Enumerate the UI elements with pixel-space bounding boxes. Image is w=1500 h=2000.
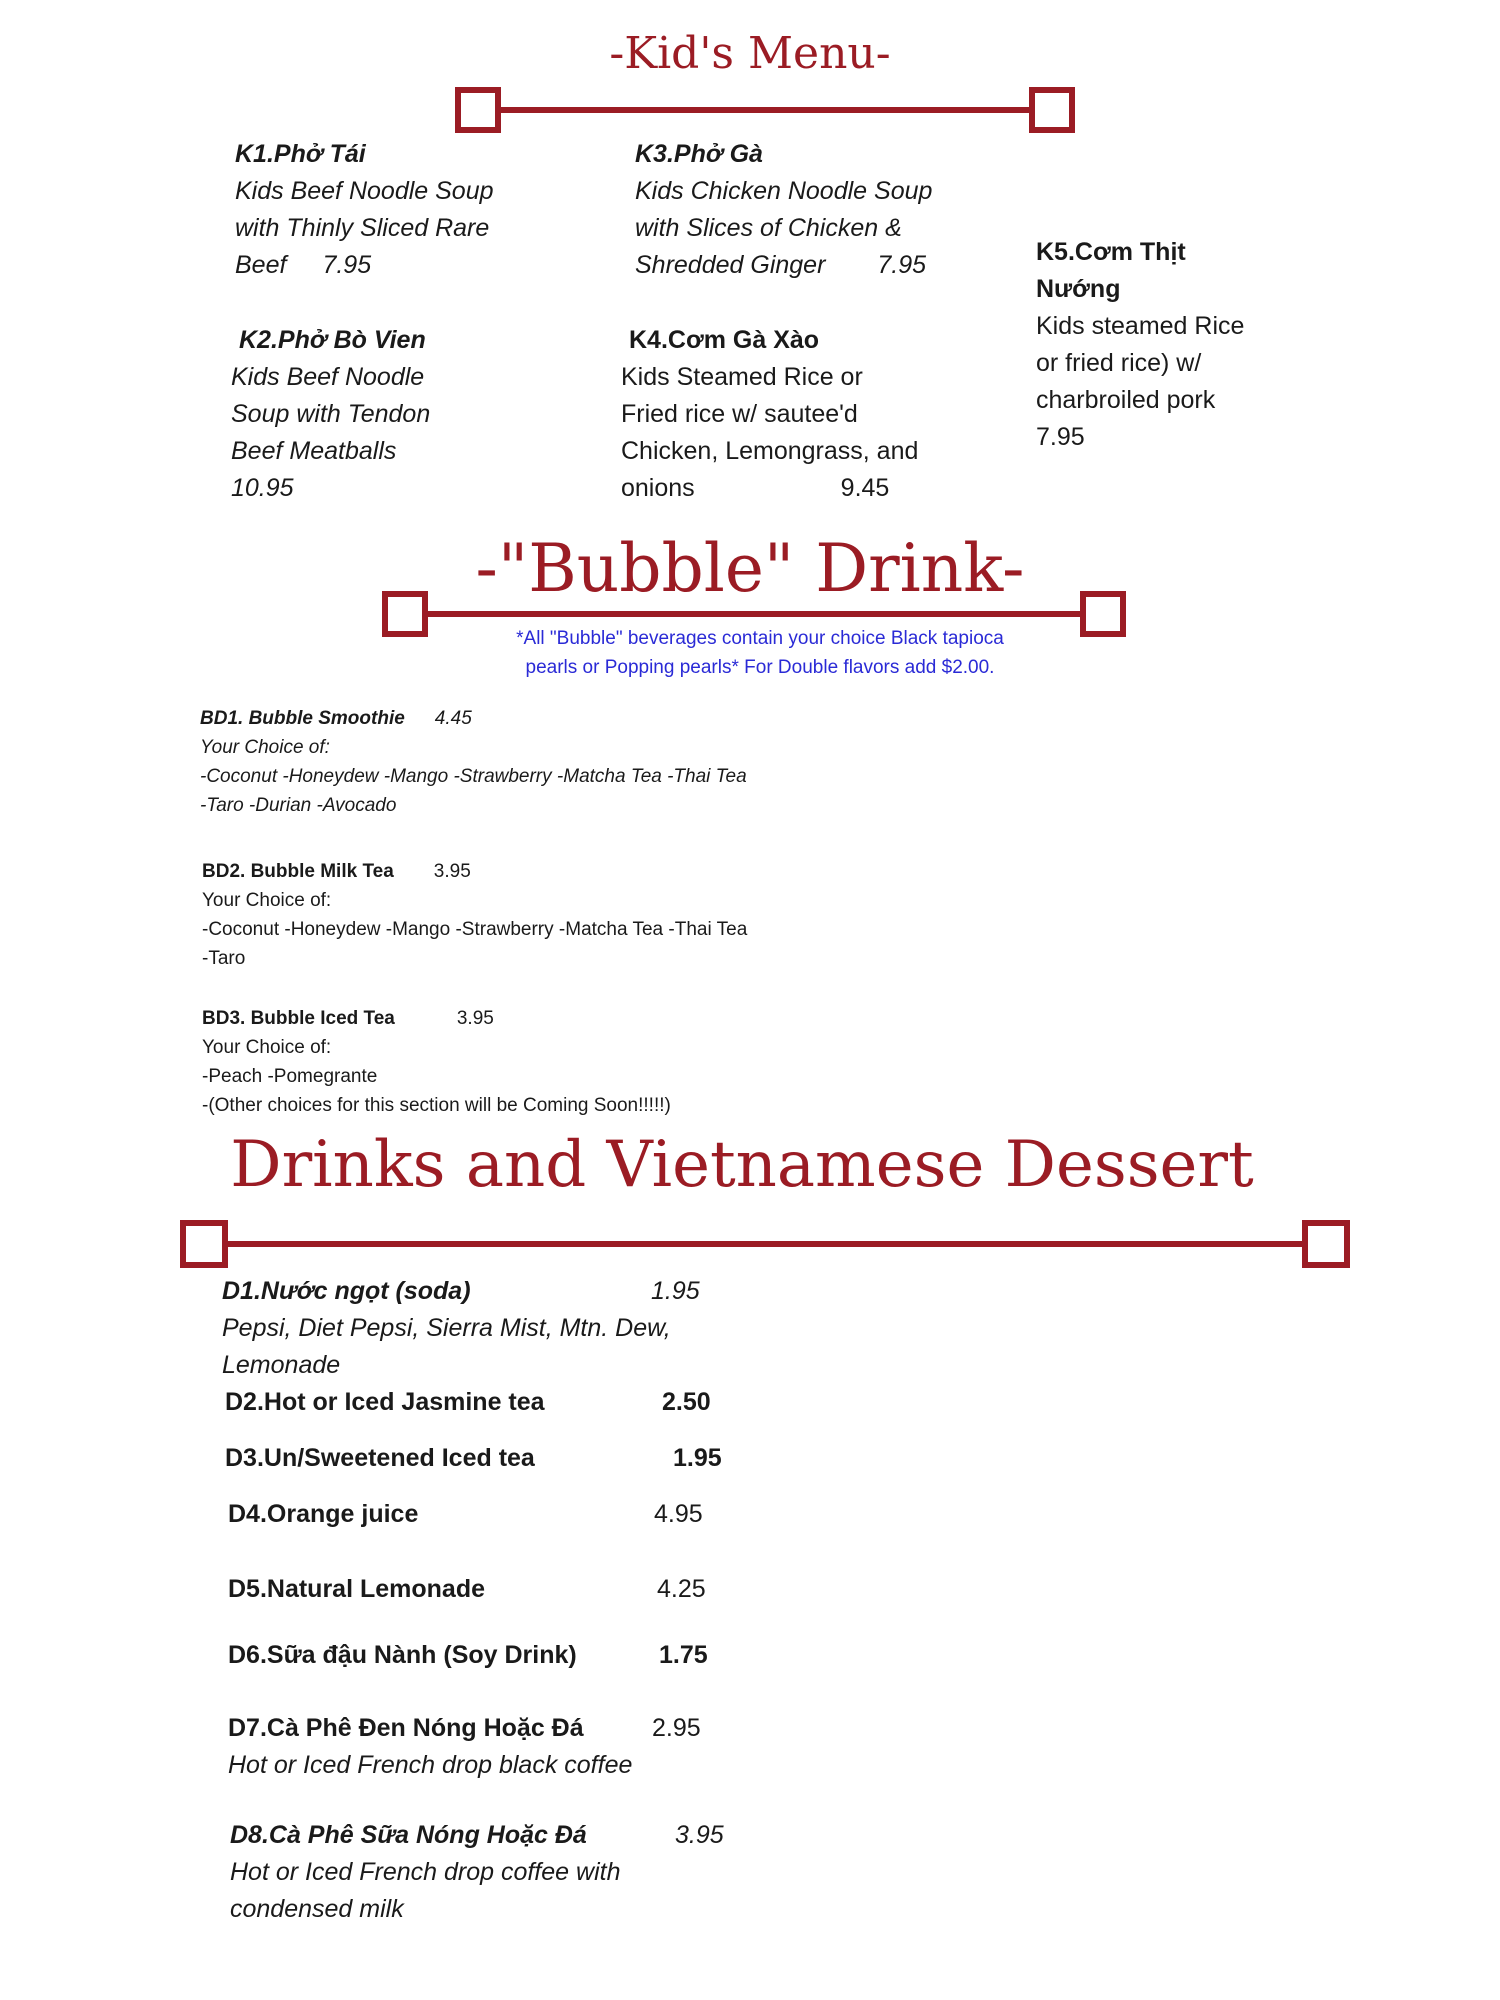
kids-menu-title: -Kid's Menu- — [609, 28, 891, 79]
item-desc: Hot or Iced French drop black coffee — [228, 1751, 633, 1779]
item-name: K4.Cơm Gà Xào — [629, 326, 820, 354]
item-name: K5.Cơm Thịt — [1036, 238, 1186, 266]
item-desc: Fried rice w/ sautee'd — [621, 400, 858, 428]
item-price: 10.95 — [231, 474, 294, 502]
item-name: BD1. Bubble Smoothie — [200, 708, 405, 729]
item-desc: Beef Meatballs — [231, 437, 397, 465]
menu-item-k3 — [635, 136, 932, 284]
drink-item-d5 — [228, 1571, 706, 1608]
menu-item-k4 — [621, 322, 918, 507]
drinks-dessert-title: Drinks and Vietnamese Dessert — [230, 1128, 1254, 1202]
item-name: D1.Nước ngọt (soda) — [222, 1277, 471, 1305]
item-options: -Taro — [202, 948, 246, 969]
item-name: D4.Orange juice — [228, 1500, 419, 1528]
item-desc: Pepsi, Diet Pepsi, Sierra Mist, Mtn. Dew, — [222, 1314, 671, 1342]
item-price: 2.95 — [652, 1714, 701, 1742]
menu-item-k1 — [235, 136, 494, 284]
drink-item-d3 — [225, 1440, 722, 1477]
drink-item-d1 — [222, 1273, 700, 1384]
item-name: K1.Phở Tái — [235, 140, 366, 168]
item-name: K3.Phở Gà — [635, 140, 763, 168]
item-desc: Kids Chicken Noodle Soup — [635, 177, 933, 205]
item-price: 3.95 — [456, 1008, 494, 1029]
item-name: BD2. Bubble Milk Tea — [202, 861, 394, 882]
item-desc: Beef — [235, 251, 287, 279]
item-desc: Soup with Tendon — [231, 400, 431, 428]
drink-item-d6 — [228, 1637, 708, 1674]
item-price: 4.25 — [657, 1575, 706, 1603]
item-price: 1.95 — [673, 1444, 722, 1472]
item-desc: Kids Beef Noodle — [231, 363, 425, 391]
item-options: -(Other choices for this section will be Coming Soon!!!!!) — [202, 1095, 671, 1116]
item-name: D2.Hot or Iced Jasmine tea — [225, 1388, 545, 1416]
item-desc: Shredded Ginger — [635, 251, 826, 279]
item-desc: with Slices of Chicken & — [635, 214, 902, 242]
item-desc: charbroiled pork — [1036, 386, 1216, 414]
item-price: 4.95 — [654, 1500, 703, 1528]
item-desc: Kids Steamed Rice or — [621, 363, 863, 391]
item-desc: onions — [621, 474, 695, 502]
item-desc: Kids steamed Rice — [1036, 312, 1245, 340]
item-choice: Your Choice of: — [202, 1037, 332, 1058]
item-desc: or fried rice) w/ — [1036, 349, 1202, 377]
item-name: D6.Sữa đậu Nành (Soy Drink) — [228, 1641, 577, 1669]
item-name: D7.Cà Phê Đen Nóng Hoặc Đá — [228, 1714, 584, 1742]
item-options: -Coconut -Honeydew -Mango -Strawberry -Matcha Tea -Thai Tea — [202, 919, 748, 940]
item-name: Nướng — [1036, 275, 1121, 303]
drinks-divider — [180, 1220, 1350, 1268]
item-choice: Your Choice of: — [200, 737, 330, 758]
kids-divider — [455, 87, 1075, 133]
item-options: -Taro -Durian -Avocado — [200, 795, 397, 816]
item-desc: with Thinly Sliced Rare — [235, 214, 490, 242]
item-options: -Coconut -Honeydew -Mango -Strawberry -Matcha Tea -Thai Tea — [200, 766, 747, 787]
item-desc: Kids Beef Noodle Soup — [235, 177, 494, 205]
bubble-drink-title: -"Bubble" Drink- — [475, 530, 1025, 607]
item-price: 7.95 — [877, 251, 927, 279]
item-price: 3.95 — [675, 1821, 724, 1849]
item-price: 3.95 — [433, 861, 471, 882]
item-name: K2.Phở Bò Vien — [239, 326, 426, 354]
item-price: 2.50 — [662, 1388, 711, 1416]
item-desc: condensed milk — [230, 1895, 404, 1923]
item-options: -Peach -Pomegrante — [202, 1066, 378, 1087]
item-price: 1.95 — [651, 1277, 700, 1305]
item-desc: Hot or Iced French drop coffee with — [230, 1858, 621, 1886]
bubble-note: *All "Bubble" beverages contain your choice Black tapioca pearls or Popping pearls* For Double flavors add $2.00. — [516, 628, 1004, 678]
item-price: 7.95 — [322, 251, 372, 279]
item-choice: Your Choice of: — [202, 890, 332, 911]
item-price: 1.75 — [659, 1641, 708, 1669]
bubble-item-bd3 — [202, 1004, 671, 1120]
menu-item-k2 — [231, 322, 430, 507]
item-name: BD3. Bubble Iced Tea — [202, 1008, 395, 1029]
drink-item-d7 — [228, 1710, 701, 1784]
item-name: D8.Cà Phê Sữa Nóng Hoặc Đá — [230, 1821, 587, 1849]
drink-item-d4 — [228, 1496, 703, 1533]
item-name: D3.Un/Sweetened Iced tea — [225, 1444, 535, 1472]
item-price: 9.45 — [840, 474, 890, 502]
drink-item-d2 — [225, 1384, 711, 1421]
item-desc: Lemonade — [222, 1351, 341, 1379]
item-name: D5.Natural Lemonade — [228, 1575, 486, 1603]
item-price: 7.95 — [1036, 423, 1085, 451]
item-desc: Chicken, Lemongrass, and — [621, 437, 919, 465]
bubble-item-bd1 — [200, 704, 747, 820]
drink-item-d8 — [230, 1817, 724, 1928]
menu-item-k5 — [1036, 234, 1244, 456]
bubble-item-bd2 — [202, 857, 747, 973]
item-price: 4.45 — [434, 708, 472, 729]
